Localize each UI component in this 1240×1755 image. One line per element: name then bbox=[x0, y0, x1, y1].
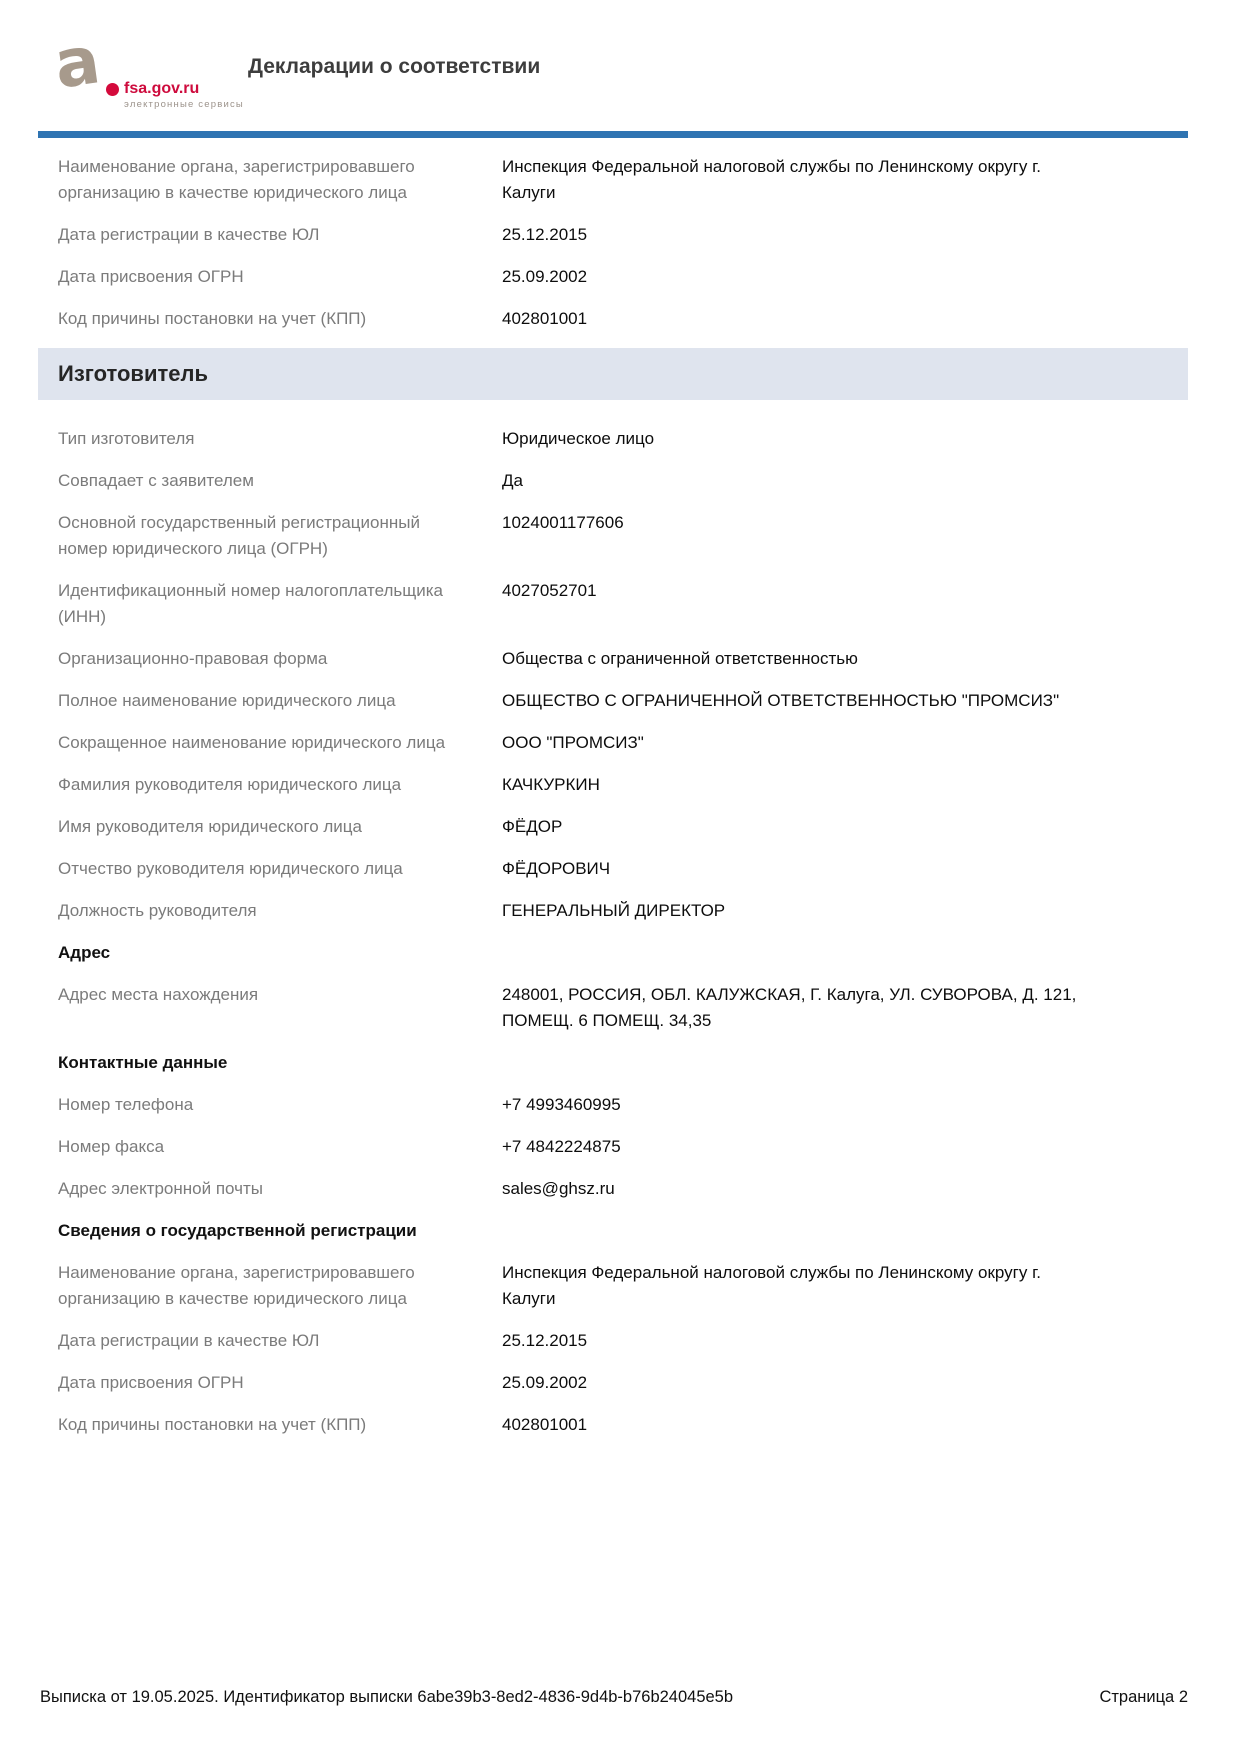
field-row bbox=[38, 856, 1188, 882]
field-label: Идентификационный номер налогоплательщика (ИНН) bbox=[58, 581, 443, 626]
field-row bbox=[38, 426, 1188, 452]
field-row bbox=[38, 1176, 1188, 1202]
header-divider-bar bbox=[38, 131, 1188, 138]
field-row bbox=[38, 898, 1188, 924]
field-value: Юридическое лицо bbox=[502, 429, 655, 448]
field-row bbox=[38, 814, 1188, 840]
field-value: Общества с ограниченной ответственностью bbox=[502, 649, 858, 668]
field-label: Дата присвоения ОГРН bbox=[58, 267, 244, 286]
field-label: Код причины постановки на учет (КПП) bbox=[58, 1415, 367, 1434]
field-value: Инспекция Федеральной налоговой службы по Ленинскому округу г. Калуги bbox=[502, 1263, 1041, 1308]
field-row bbox=[38, 1134, 1188, 1160]
field-value: 25.09.2002 bbox=[502, 267, 588, 286]
subsection-heading: Сведения о государственной регистрации bbox=[58, 1221, 417, 1240]
field-row bbox=[38, 982, 1188, 1034]
field-row bbox=[38, 772, 1188, 798]
field-value: 402801001 bbox=[502, 1415, 588, 1434]
field-label: Адрес электронной почты bbox=[58, 1179, 263, 1198]
field-value: +7 4842224875 bbox=[502, 1137, 621, 1156]
field-value: +7 4993460995 bbox=[502, 1095, 621, 1114]
field-value: ФЁДОР bbox=[502, 817, 563, 836]
field-label: Совпадает с заявителем bbox=[58, 471, 254, 490]
field-row bbox=[38, 1092, 1188, 1118]
field-label: Дата регистрации в качестве ЮЛ bbox=[58, 1331, 320, 1350]
field-label: Номер факса bbox=[58, 1137, 165, 1156]
footer-page-number: Страница 2 bbox=[1099, 1688, 1188, 1706]
field-row bbox=[38, 306, 1188, 332]
field-label: Наименование органа, зарегистрировавшего организацию в качестве юридического лица bbox=[58, 157, 415, 202]
field-row bbox=[38, 1370, 1188, 1396]
field-value: КАЧКУРКИН bbox=[502, 775, 600, 794]
field-row bbox=[38, 730, 1188, 756]
field-label: Номер телефона bbox=[58, 1095, 194, 1114]
field-label: Наименование органа, зарегистрировавшего организацию в качестве юридического лица bbox=[58, 1263, 415, 1308]
field-row bbox=[38, 1260, 1188, 1312]
field-value: Да bbox=[502, 471, 523, 490]
field-value: ООО "ПРОМСИЗ" bbox=[502, 733, 644, 752]
field-label: Код причины постановки на учет (КПП) bbox=[58, 309, 367, 328]
field-value: 25.12.2015 bbox=[502, 225, 588, 244]
field-value: 25.09.2002 bbox=[502, 1373, 588, 1392]
field-value: sales@ghsz.ru bbox=[502, 1179, 615, 1198]
logo-site-text: fsa.gov.ru bbox=[124, 80, 200, 97]
page-title: Декларации о соответствии bbox=[248, 55, 541, 78]
field-row bbox=[38, 578, 1188, 630]
field-label: Фамилия руководителя юридического лица bbox=[58, 775, 402, 794]
content bbox=[38, 154, 1188, 1454]
field-row bbox=[38, 468, 1188, 494]
field-value: ОБЩЕСТВО С ОГРАНИЧЕННОЙ ОТВЕТСТВЕННОСТЬЮ "ПРОМСИЗ" bbox=[502, 691, 1060, 710]
field-label: Организационно-правовая форма bbox=[58, 649, 328, 668]
field-label: Дата присвоения ОГРН bbox=[58, 1373, 244, 1392]
field-value: 25.12.2015 bbox=[502, 1331, 588, 1350]
field-row bbox=[38, 646, 1188, 672]
field-row bbox=[38, 510, 1188, 562]
field-value: ГЕНЕРАЛЬНЫЙ ДИРЕКТОР bbox=[502, 901, 726, 920]
field-label: Полное наименование юридического лица bbox=[58, 691, 396, 710]
field-label: Дата регистрации в качестве ЮЛ bbox=[58, 225, 320, 244]
subsection-heading: Контактные данные bbox=[58, 1053, 228, 1072]
subsection-heading: Адрес bbox=[58, 943, 111, 962]
field-row bbox=[38, 688, 1188, 714]
field-row bbox=[38, 1412, 1188, 1438]
field-row bbox=[38, 222, 1188, 248]
field-row bbox=[38, 1328, 1188, 1354]
field-label: Должность руководителя bbox=[58, 901, 257, 920]
field-value: 402801001 bbox=[502, 309, 588, 328]
field-value: ФЁДОРОВИЧ bbox=[502, 859, 611, 878]
field-label: Сокращенное наименование юридического лица bbox=[58, 733, 446, 752]
logo-dot-icon bbox=[106, 83, 119, 96]
field-row bbox=[38, 154, 1188, 206]
field-value: 1024001177606 bbox=[502, 513, 624, 532]
field-label: Основной государственный регистрационный номер юридического лица (ОГРН) bbox=[58, 513, 420, 558]
page-footer bbox=[40, 1688, 1188, 1707]
field-value: 4027052701 bbox=[502, 581, 597, 600]
field-label: Адрес места нахождения bbox=[58, 985, 259, 1004]
field-value: Инспекция Федеральной налоговой службы по Ленинскому округу г. Калуги bbox=[502, 157, 1041, 202]
footer-extract-info: Выписка от 19.05.2025. Идентификатор выписки 6abe39b3-8ed2-4836-9d4b-b76b24045e5b bbox=[40, 1688, 734, 1706]
field-label: Отчество руководителя юридического лица bbox=[58, 859, 403, 878]
logo-tagline: электронные сервисы bbox=[124, 99, 244, 110]
field-row bbox=[38, 264, 1188, 290]
field-label: Имя руководителя юридического лица bbox=[58, 817, 362, 836]
field-value: 248001, РОССИЯ, ОБЛ. КАЛУЖСКАЯ, Г. Калуга, УЛ. СУВОРОВА, Д. 121, ПОМЕЩ. 6 ПОМЕЩ. 34,35 bbox=[502, 985, 1077, 1030]
fsa-logo-mark-icon: а bbox=[49, 21, 105, 104]
section-band: Изготовитель bbox=[38, 348, 1188, 400]
field-label: Тип изготовителя bbox=[58, 429, 195, 448]
